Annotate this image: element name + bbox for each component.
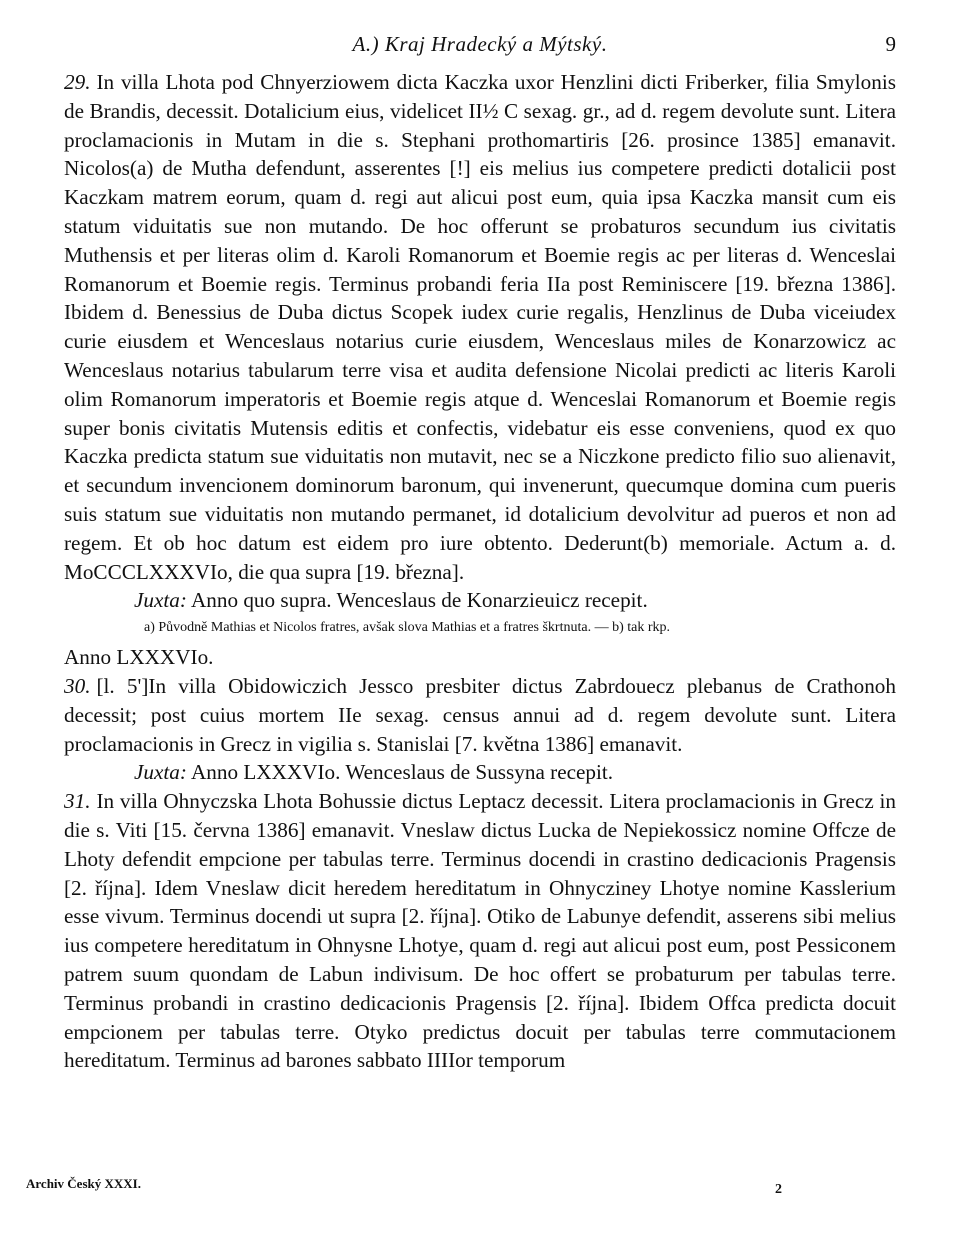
entry-text: In villa Lhota pod Chnyerziowem dicta Kaczka uxor Henzlini dicti Friberker, filia Smylonis de Brandis, decessit. Dotalicium eius, videlicet II½ C sexag. gr., ad d. regem devolute sunt. Litera proclamacionis in Mutam in die s. Stephani prothomartiris [26. prosince 1385] emanavit. Nicolos(a) de Mutha defendunt, asserentes [!] eis melius ius competere predicti dotalicii post Kaczkam matrem eorum, quam d. regi aut alicui post eum, quia ipsa Kaczka mansit cum eis statum viduitatis sue non mutando. De hoc offerunt se probaturos secundum ius civitatis Muthensis et per literas olim d. Karoli Romanorum et Boemie regis ac per literas d. Wenceslai Romanorum et Boemie regis. Terminus probandi feria IIa post Reminiscere [19. března 1386]. Ibidem d. Benessius de Duba dictus Scopek iudex curie regalis, Henzlinus de Duba viceiudex curie eiusdem et Wenceslaus notarius curie eiusdem, Wenceslaus miles de Konarzowicz ac Wenceslaus notarius tabularum terre visa et audita defensione Nicolai predicti ac literis Karoli olim Romanorum imperatoris et Boemie regis atque d. Wenceslai Romanorum et Boemie regis super bonis civitatis Mutensis editis et confectis, videbatur eis esse conveniens, quod ex quo Kaczka predicta statum sue viduitatis non mutavit, nec se a Niczkone predicto filio suo alienavit, et secundum invencionem dominorum baronum, qui invenerunt, quecumque domina cum pueris suis statum sue viduitatis non mutando permanet, id dotalicium devolvitur ad pueros et non ad regem. Et ob hoc datum est eidem pro iure obtento. Dederunt(b) memoriale. Actum a. d. MoCCCLXXXVIo, die qua supra [19. března]. [64, 70, 896, 584]
page-header [64, 32, 896, 68]
document-page [64, 32, 896, 1075]
juxta-text: Anno quo supra. Wenceslaus de Konarzieuicz recepit. [190, 588, 648, 613]
body-text [64, 68, 896, 1075]
running-title: A.) Kraj Hradecký a Mýtský. [352, 32, 608, 56]
footnotes: a) Původně Mathias et Nicolos fratres, avšak slova Mathias et a fratres škrtnuta. — b) tak rkp. [144, 620, 671, 636]
juxta-label: Juxta: [134, 588, 187, 613]
footer-label: Archiv Český XXXI. [26, 1176, 141, 1191]
juxta-text: Anno LXXXVIo. Wenceslaus de Sussyna recepit. [190, 760, 614, 785]
entry-number: 31. [64, 789, 91, 814]
signature-mark: 2 [775, 1182, 782, 1197]
page-number: 9 [885, 32, 896, 56]
entry-29 [64, 68, 896, 586]
year-heading: Anno LXXXVIo. [64, 645, 214, 670]
entry-31 [64, 787, 896, 1075]
entry-number: 30. [64, 673, 91, 698]
entry-text: In villa Ohnyczska Lhota Bohussie dictus Leptacz decessit. Litera proclamacionis in Grecz in die s. Viti [15. června 1386] emanavit. Vneslaw dictus Lucka de Nepiekossicz nomine Offcze de Lhoty defendit empcione per tabulas terre. Terminus docendi in crastino dedicacionis Pragensis [2. října]. Idem Vneslaw dicit heredem hereditatum in Ohnycziney Lhotye nomine Kasslerium esse vivum. Terminus docendi ut supra [2. října]. Otiko de Labunye defendit, asserens sibi melius ius competere hereditatum in Ohnysne Lhotye, quam d. regi aut alicui post eum, post Pessiconem patrem suum quondam de Labun indivisum. De hoc offert se probaturum per tabulas terre. Terminus probandi in crastino dedicacionis Pragensis [2. října]. Ibidem Offca predicta docuit empcionem per tabulas terre. Otyko predictus docuit per tabulas terre commutacionem hereditatum. Terminus ad barones sabbato IIIIor temporum [64, 789, 896, 1073]
juxta-note [64, 586, 896, 615]
folio-ref: [l. 5'] [96, 673, 149, 698]
entry-number: 29. [64, 70, 91, 94]
juxta-note [64, 758, 896, 787]
entry-30 [64, 672, 896, 758]
juxta-label: Juxta: [134, 760, 187, 785]
entry-text: In villa Obidowiczich Jessco presbiter dictus Zabrdouecz plebanus de Crathonoh decessit; post cuius mortem IIe sexag. census annui ad d. regem devolute sunt. Litera proclamacionis in Grecz in vigilia s. Stanislai [7. května 1386] emanavit. [64, 673, 896, 756]
